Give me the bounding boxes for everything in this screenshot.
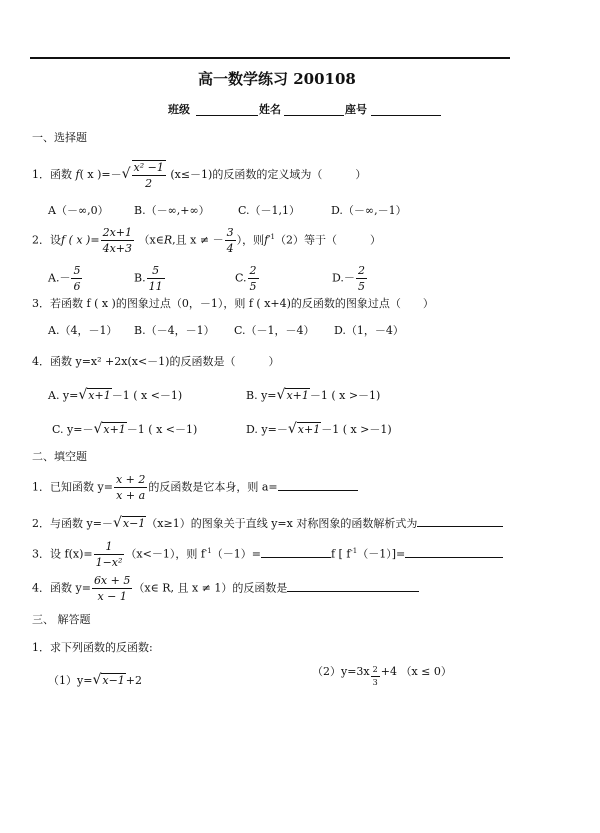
s1-q1: 1．函数 f( x )=－√ $\frac{\text{x² −1}}{2}$ (x≤－1)的反函数的定义域为（ ） bbox=[32, 161, 367, 191]
s1-q3: 3．若函数 f ( x )的图象过点（0，－1），则 f ( x+4)的反函数的图象过点（ ） bbox=[32, 297, 434, 310]
section1-heading: 一、选择题 bbox=[32, 131, 87, 144]
s2-q3: 3．设 f(x)= $\frac{1}{\text{1−x²}}$ （x<－1），则 $f^{-1}(-1)= f$ [ $f^{-1}(-1)]=$ bbox=[32, 540, 503, 569]
s1-q3-option-b: B.（－4，－1） bbox=[134, 324, 215, 337]
name-field[interactable] bbox=[284, 104, 344, 118]
s1-q2-option-d: D.－ $\frac{2}{5}$ bbox=[332, 264, 365, 294]
page-title: 高一数学练习 200108 bbox=[198, 70, 356, 88]
s1-q3-option-c: C.（－1，－4） bbox=[234, 324, 315, 337]
s1-q4-option-c: C. y=－√x+1－1 ( x <－1) bbox=[52, 421, 198, 437]
class-field[interactable] bbox=[196, 104, 258, 118]
s1-q2-option-b: B. $\frac{5}{11}$ bbox=[134, 264, 163, 294]
s1-q4-option-d: D. y=－√x+1－1 ( x >－1) bbox=[246, 421, 392, 437]
s2-q1: 1．已知函数 y= $\frac{x + 2}{x + a}$ 的反函数是它本身，则 a= bbox=[32, 473, 358, 502]
s2-q1-blank[interactable] bbox=[278, 479, 358, 491]
seat-field[interactable] bbox=[371, 104, 441, 118]
s1-q4-option-a: A. y=√x+1－1 ( x <－1) bbox=[48, 387, 183, 403]
header-rule bbox=[30, 57, 510, 59]
s1-q1-option-a: A（－∞,0） bbox=[48, 204, 109, 217]
s1-q4: 4．函数 y=x² +2x(x<－1)的反函数是（ ） bbox=[32, 355, 280, 368]
s2-q3-blank-1[interactable] bbox=[261, 546, 331, 558]
s1-q2: 2．设f ( x )= $\frac{2x+1}{4x+3}$ （x∈R,且 x ≠ － $\frac{3}{4}$ ），则$f^{-1}(2)$等于（ ） bbox=[32, 226, 381, 256]
s1-q2-option-a: A.－ $\frac{5}{6}$ bbox=[48, 264, 81, 294]
seat-label: 座号 bbox=[345, 103, 367, 116]
s1-q4-option-b: B. y=√x+1－1 ( x >－1) bbox=[246, 387, 381, 403]
s3-q1-part2: （2）y=3x $\frac{2}{3}$ +4 （x ≤ 0） bbox=[312, 665, 452, 687]
s1-q1-option-c: C.（－1,1） bbox=[238, 204, 301, 217]
s3-q1-part1: （1）y=√x−1+2 bbox=[48, 672, 142, 688]
s1-q1-option-b: B.（－∞,+∞） bbox=[134, 204, 210, 217]
section2-heading: 二、填空题 bbox=[32, 450, 87, 463]
name-label: 姓名 bbox=[259, 103, 281, 116]
s1-q1-option-d: D.（－∞,－1） bbox=[331, 204, 407, 217]
s1-q2-option-c: C. $\frac{2}{5}$ bbox=[235, 264, 257, 294]
section3-heading: 三、 解答题 bbox=[32, 613, 91, 626]
s1-q3-option-d: D.（1，－4） bbox=[334, 324, 404, 337]
s3-q1: 1．求下列函数的反函数: bbox=[32, 641, 153, 654]
s2-q4: 4．函数 y= $\frac{6x + 5}{x - 1}$ （x∈ R, 且 x ≠ 1）的反函数是 bbox=[32, 574, 419, 603]
class-label: 班级 bbox=[168, 103, 190, 116]
s2-q2: 2．与函数 y=－√x−1（x≥1）的图象关于直线 y=x 对称图象的函数解析式为 bbox=[32, 515, 503, 530]
s2-q3-blank-2[interactable] bbox=[405, 546, 503, 558]
s2-q4-blank[interactable] bbox=[287, 580, 419, 592]
s1-q3-option-a: A.（4，－1） bbox=[48, 324, 118, 337]
s2-q2-blank[interactable] bbox=[417, 515, 503, 527]
